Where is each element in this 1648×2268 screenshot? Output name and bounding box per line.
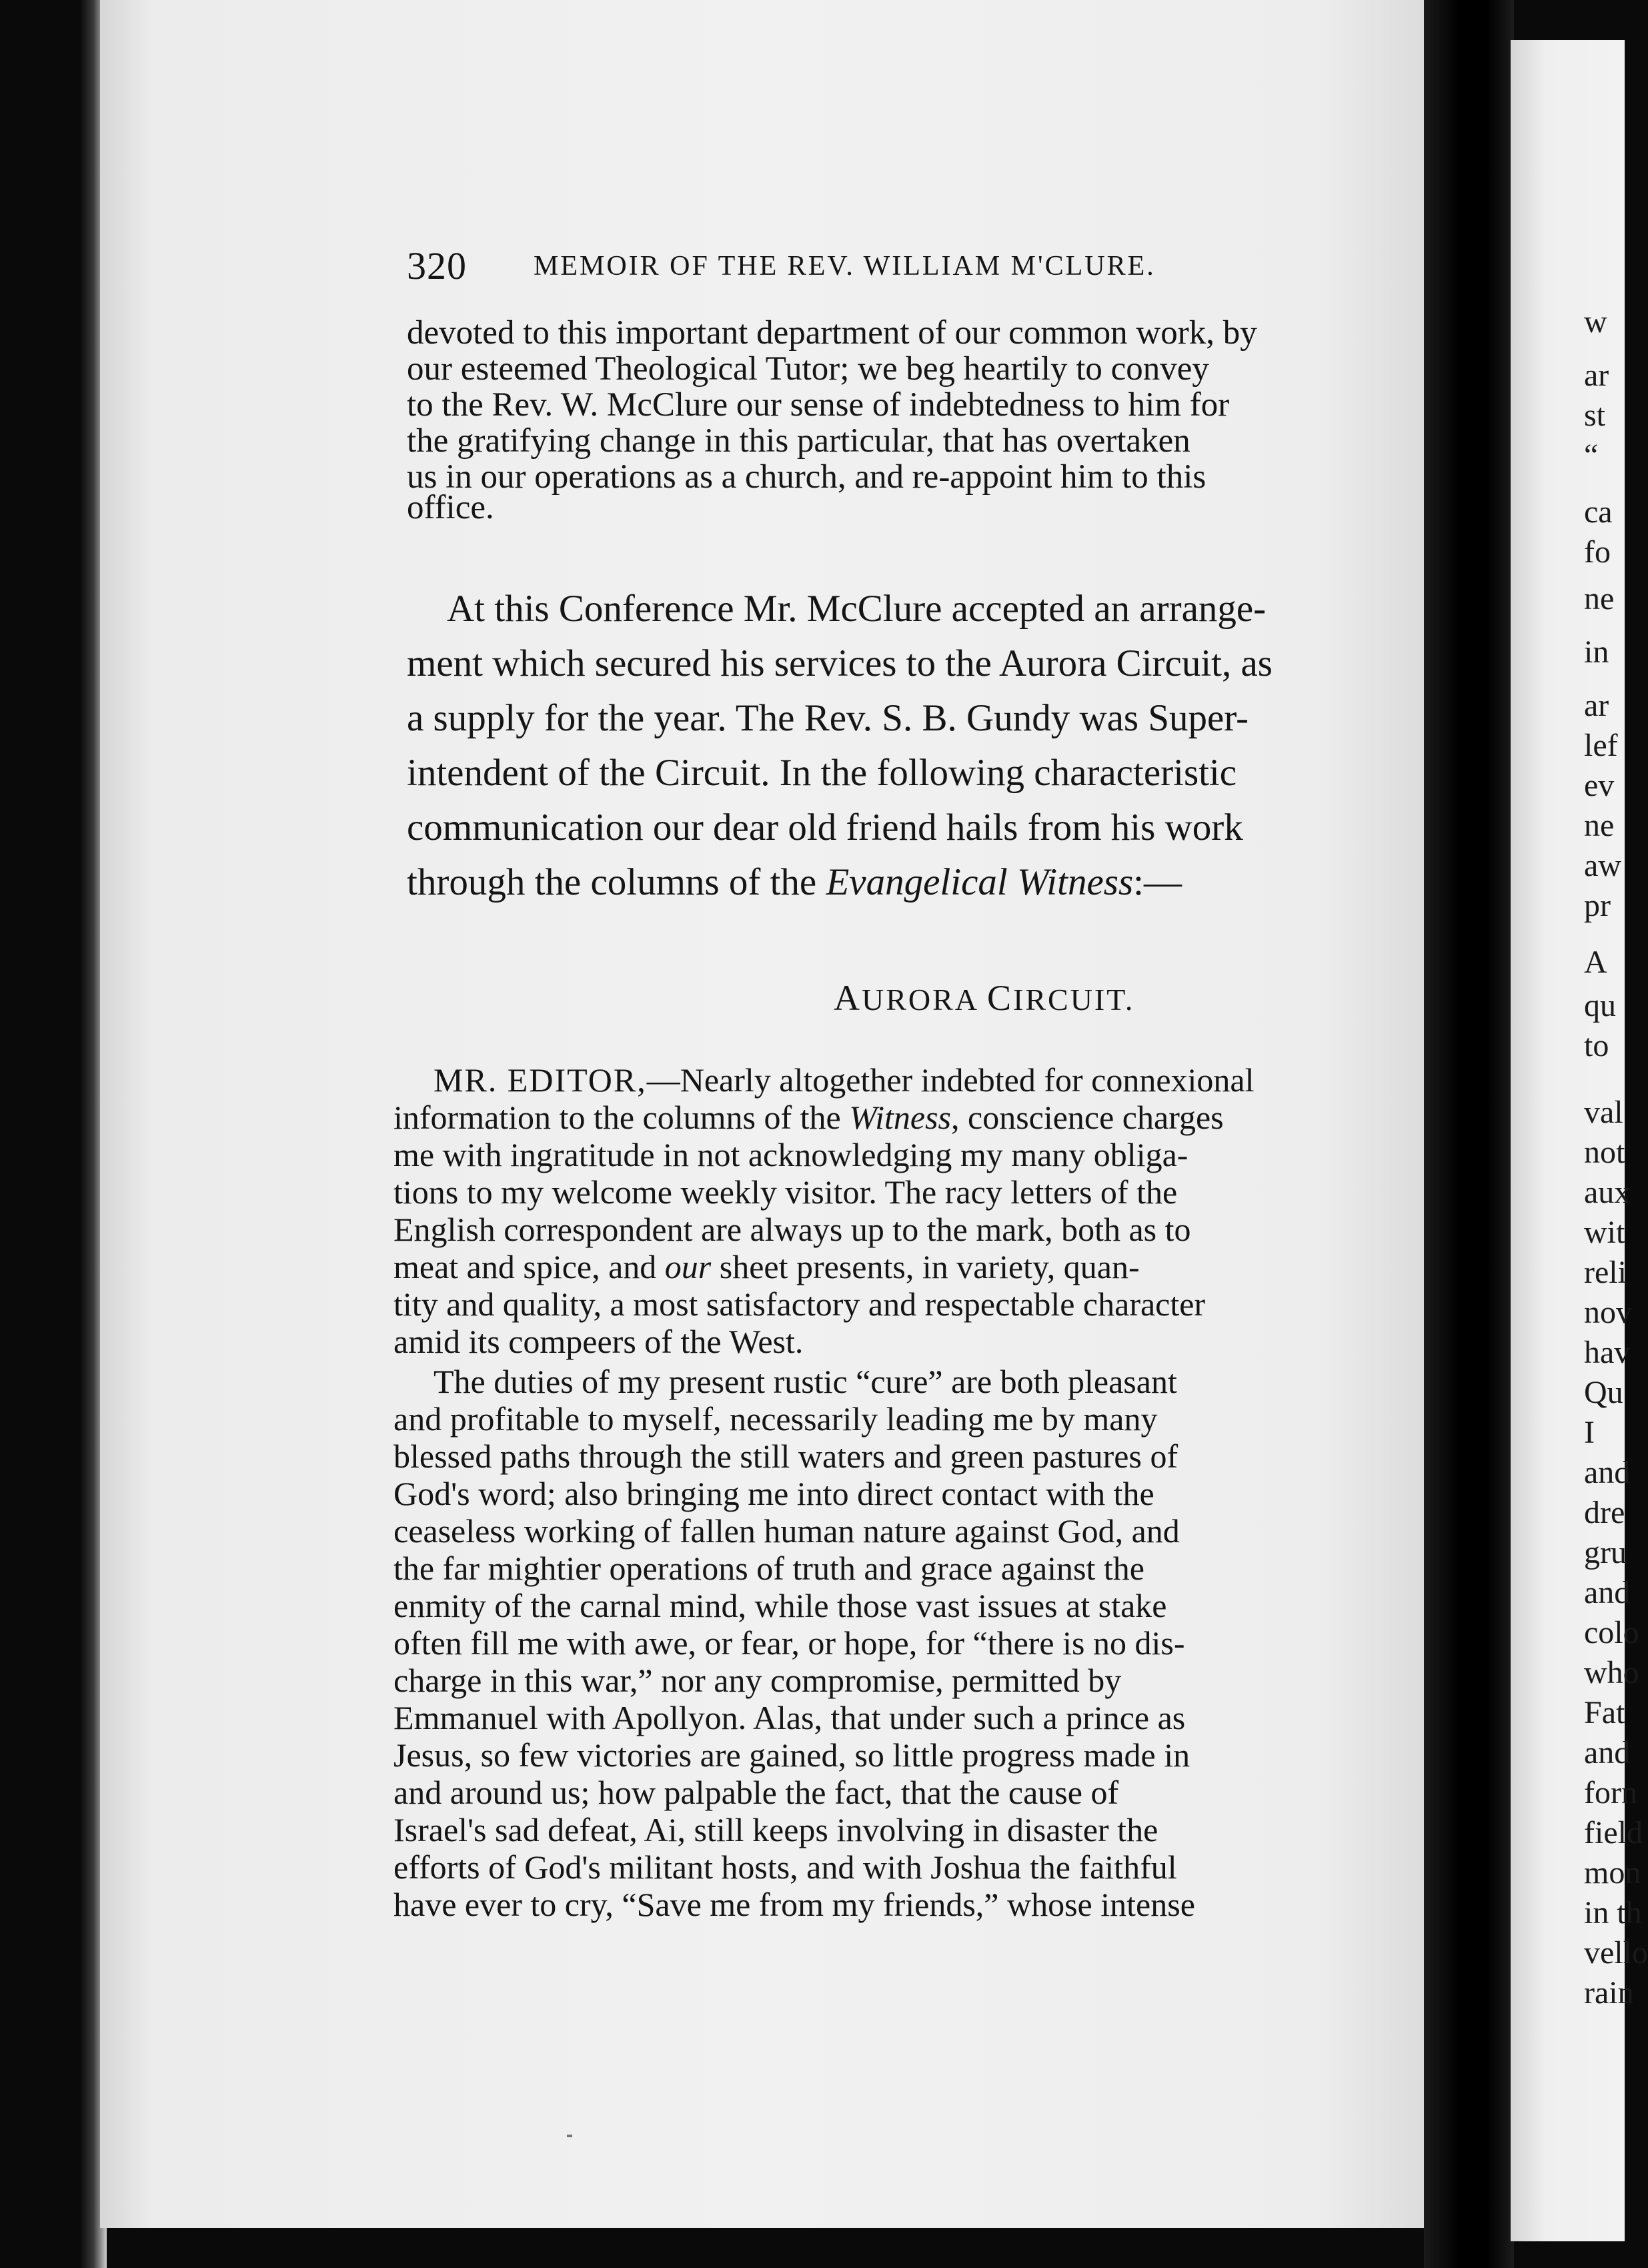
text-segment: meat and spice, and xyxy=(393,1248,665,1285)
right-page-text-fragment: ca xyxy=(1584,494,1613,530)
right-page-text-fragment: aux xyxy=(1584,1175,1631,1210)
right-page-text-fragment: mon xyxy=(1584,1855,1641,1890)
right-page-text-fragment: ne xyxy=(1584,581,1615,616)
text-segment: , conscience charges xyxy=(951,1099,1224,1136)
italic-title: Witness xyxy=(849,1099,951,1136)
right-page-text-fragment: vello xyxy=(1584,1935,1648,1970)
right-page-text-fragment: who xyxy=(1584,1655,1639,1690)
text-line: Israel's sad defeat, Ai, still keeps involving in disaster the xyxy=(393,1811,1158,1848)
italic-title: Evangelical Witness xyxy=(826,861,1134,903)
right-page-text-fragment: and xyxy=(1584,1455,1631,1490)
left-page xyxy=(100,0,1424,2228)
right-page-text-fragment: reli xyxy=(1584,1255,1627,1290)
right-page-text-fragment: dre xyxy=(1584,1495,1625,1530)
right-page-fragment xyxy=(1511,40,1648,2241)
right-page-text-fragment: A xyxy=(1584,945,1607,980)
text-line: blessed paths through the still waters and green pastures of xyxy=(393,1438,1178,1475)
right-page-text-fragment: Qu xyxy=(1584,1375,1623,1410)
right-page-text-fragment: Fat xyxy=(1584,1695,1625,1730)
right-page-text-fragment: w xyxy=(1584,304,1607,340)
text-line-salutation xyxy=(434,1061,1255,1099)
right-page-text-fragment: lef xyxy=(1584,728,1618,763)
running-head: MEMOIR OF THE REV. WILLIAM M'CLURE. xyxy=(534,251,1156,281)
text-line: tions to my welcome weekly visitor. The racy letters of the xyxy=(393,1173,1178,1211)
text-line: ceaseless working of fallen human nature against God, and xyxy=(393,1512,1180,1550)
text-line: tity and quality, a most satisfactory and respectable character xyxy=(393,1285,1206,1323)
right-page-text-fragment: wit xyxy=(1584,1215,1625,1250)
right-page-text-fragment: not xyxy=(1584,1135,1625,1170)
text-line: and profitable to myself, necessarily leading me by many xyxy=(393,1400,1158,1438)
text-segment: through the columns of the xyxy=(407,861,826,903)
right-page-text-fragment: colo xyxy=(1584,1615,1639,1650)
right-page-text-fragment: gru xyxy=(1584,1535,1627,1570)
text-line: God's word; also bringing me into direct contact with the xyxy=(393,1475,1154,1512)
right-page-text-fragment: pr xyxy=(1584,888,1611,923)
page-header xyxy=(407,243,1414,290)
text-line: the gratifying change in this particular, that has overtaken xyxy=(407,422,1190,460)
right-page-text-fragment: ne xyxy=(1584,808,1615,843)
right-page-text-fragment: val xyxy=(1584,1095,1623,1130)
text-line-with-italic xyxy=(393,1098,1224,1137)
right-page-text-fragment: forn xyxy=(1584,1775,1637,1810)
text-line-with-italic xyxy=(407,861,1182,904)
heading-smallcaps: IRCUIT. xyxy=(1013,983,1135,1017)
text-line: Jesus, so few victories are gained, so little progress made in xyxy=(393,1736,1190,1774)
right-page-text-fragment: ev xyxy=(1584,768,1615,803)
text-line: ment which secured his services to the Aurora Circuit, as xyxy=(407,642,1273,684)
text-segment: —Nearly altogether indebted for connexional xyxy=(646,1061,1255,1099)
right-page-text-fragment: “ xyxy=(1584,438,1599,473)
page-number: 320 xyxy=(407,244,467,288)
text-line: me with ingratitude in not acknowledging my many obliga- xyxy=(393,1136,1188,1173)
right-page-text-fragment: aw xyxy=(1584,848,1621,883)
text-line: devoted to this important department of our common work, by xyxy=(407,314,1257,352)
right-page-text-fragment: in xyxy=(1584,634,1609,670)
text-line: office. xyxy=(407,489,494,526)
text-line: the far mightier operations of truth and grace against the xyxy=(393,1550,1144,1587)
right-page-text-fragment: in th xyxy=(1584,1895,1642,1930)
right-page-text-fragment: fo xyxy=(1584,534,1611,570)
right-page-text-fragment: to xyxy=(1584,1028,1609,1063)
text-segment: information to the columns of the xyxy=(393,1099,850,1136)
text-line: charge in this war,” nor any compromise, permitted by xyxy=(393,1662,1122,1699)
right-page-text-fragment: ar xyxy=(1584,688,1609,723)
text-line: intendent of the Circuit. In the following characteristic xyxy=(407,752,1237,794)
text-line: often fill me with awe, or fear, or hope, for “there is no dis- xyxy=(393,1624,1185,1662)
text-line: Emmanuel with Apollyon. Alas, that under such a prince as xyxy=(393,1699,1186,1736)
text-line: enmity of the carnal mind, while those vast issues at stake xyxy=(393,1587,1167,1624)
right-page-text-fragment: st xyxy=(1584,398,1606,433)
text-segment: sheet presents, in variety, quan- xyxy=(711,1248,1140,1285)
italic-word: our xyxy=(664,1248,712,1285)
text-line: At this Conference Mr. McClure accepted an arrange- xyxy=(447,588,1267,630)
text-line: us in our operations as a church, and re-appoint him to this xyxy=(407,458,1206,496)
right-page-text-fragment: and xyxy=(1584,1575,1631,1610)
text-line: English correspondent are always up to the mark, both as to xyxy=(393,1211,1191,1248)
heading-initial: A xyxy=(834,978,862,1018)
text-line: our esteemed Theological Tutor; we beg heartily to convey xyxy=(407,350,1209,388)
text-line: and around us; how palpable the fact, that the cause of xyxy=(393,1774,1119,1811)
text-line: The duties of my present rustic “cure” are both pleasant xyxy=(434,1363,1177,1400)
text-line: to the Rev. W. McClure our sense of indebtedness to him for xyxy=(407,386,1230,424)
section-heading xyxy=(834,977,1134,1019)
text-segment: :— xyxy=(1133,861,1182,903)
right-page-text-fragment: I xyxy=(1584,1415,1595,1450)
heading-smallcaps: URORA xyxy=(862,983,987,1017)
right-page-text-fragment: and xyxy=(1584,1735,1631,1770)
right-page-text-fragment: nov xyxy=(1584,1295,1632,1330)
salutation: MR. EDITOR, xyxy=(434,1061,647,1099)
right-page-text-fragment: ar xyxy=(1584,358,1609,393)
right-page-text-fragment: qu xyxy=(1584,988,1616,1023)
text-line: a supply for the year. The Rev. S. B. Gundy was Super- xyxy=(407,697,1249,739)
right-page-text-fragment: hav xyxy=(1584,1335,1631,1370)
text-line: communication our dear old friend hails from his work xyxy=(407,806,1243,848)
heading-initial: C xyxy=(986,978,1014,1018)
right-page-text-fragment: rain xyxy=(1584,1975,1634,2011)
right-page-text-fragment: field xyxy=(1584,1815,1643,1850)
scan-speck xyxy=(567,2135,572,2137)
text-line: efforts of God's militant hosts, and with Joshua the faithful xyxy=(393,1848,1177,1886)
center-binding-gutter xyxy=(1424,0,1514,2268)
text-line: amid its compeers of the West. xyxy=(393,1323,804,1360)
text-line-with-italic xyxy=(393,1247,1140,1286)
text-line: have ever to cry, “Save me from my friends,” whose intense xyxy=(393,1886,1195,1923)
